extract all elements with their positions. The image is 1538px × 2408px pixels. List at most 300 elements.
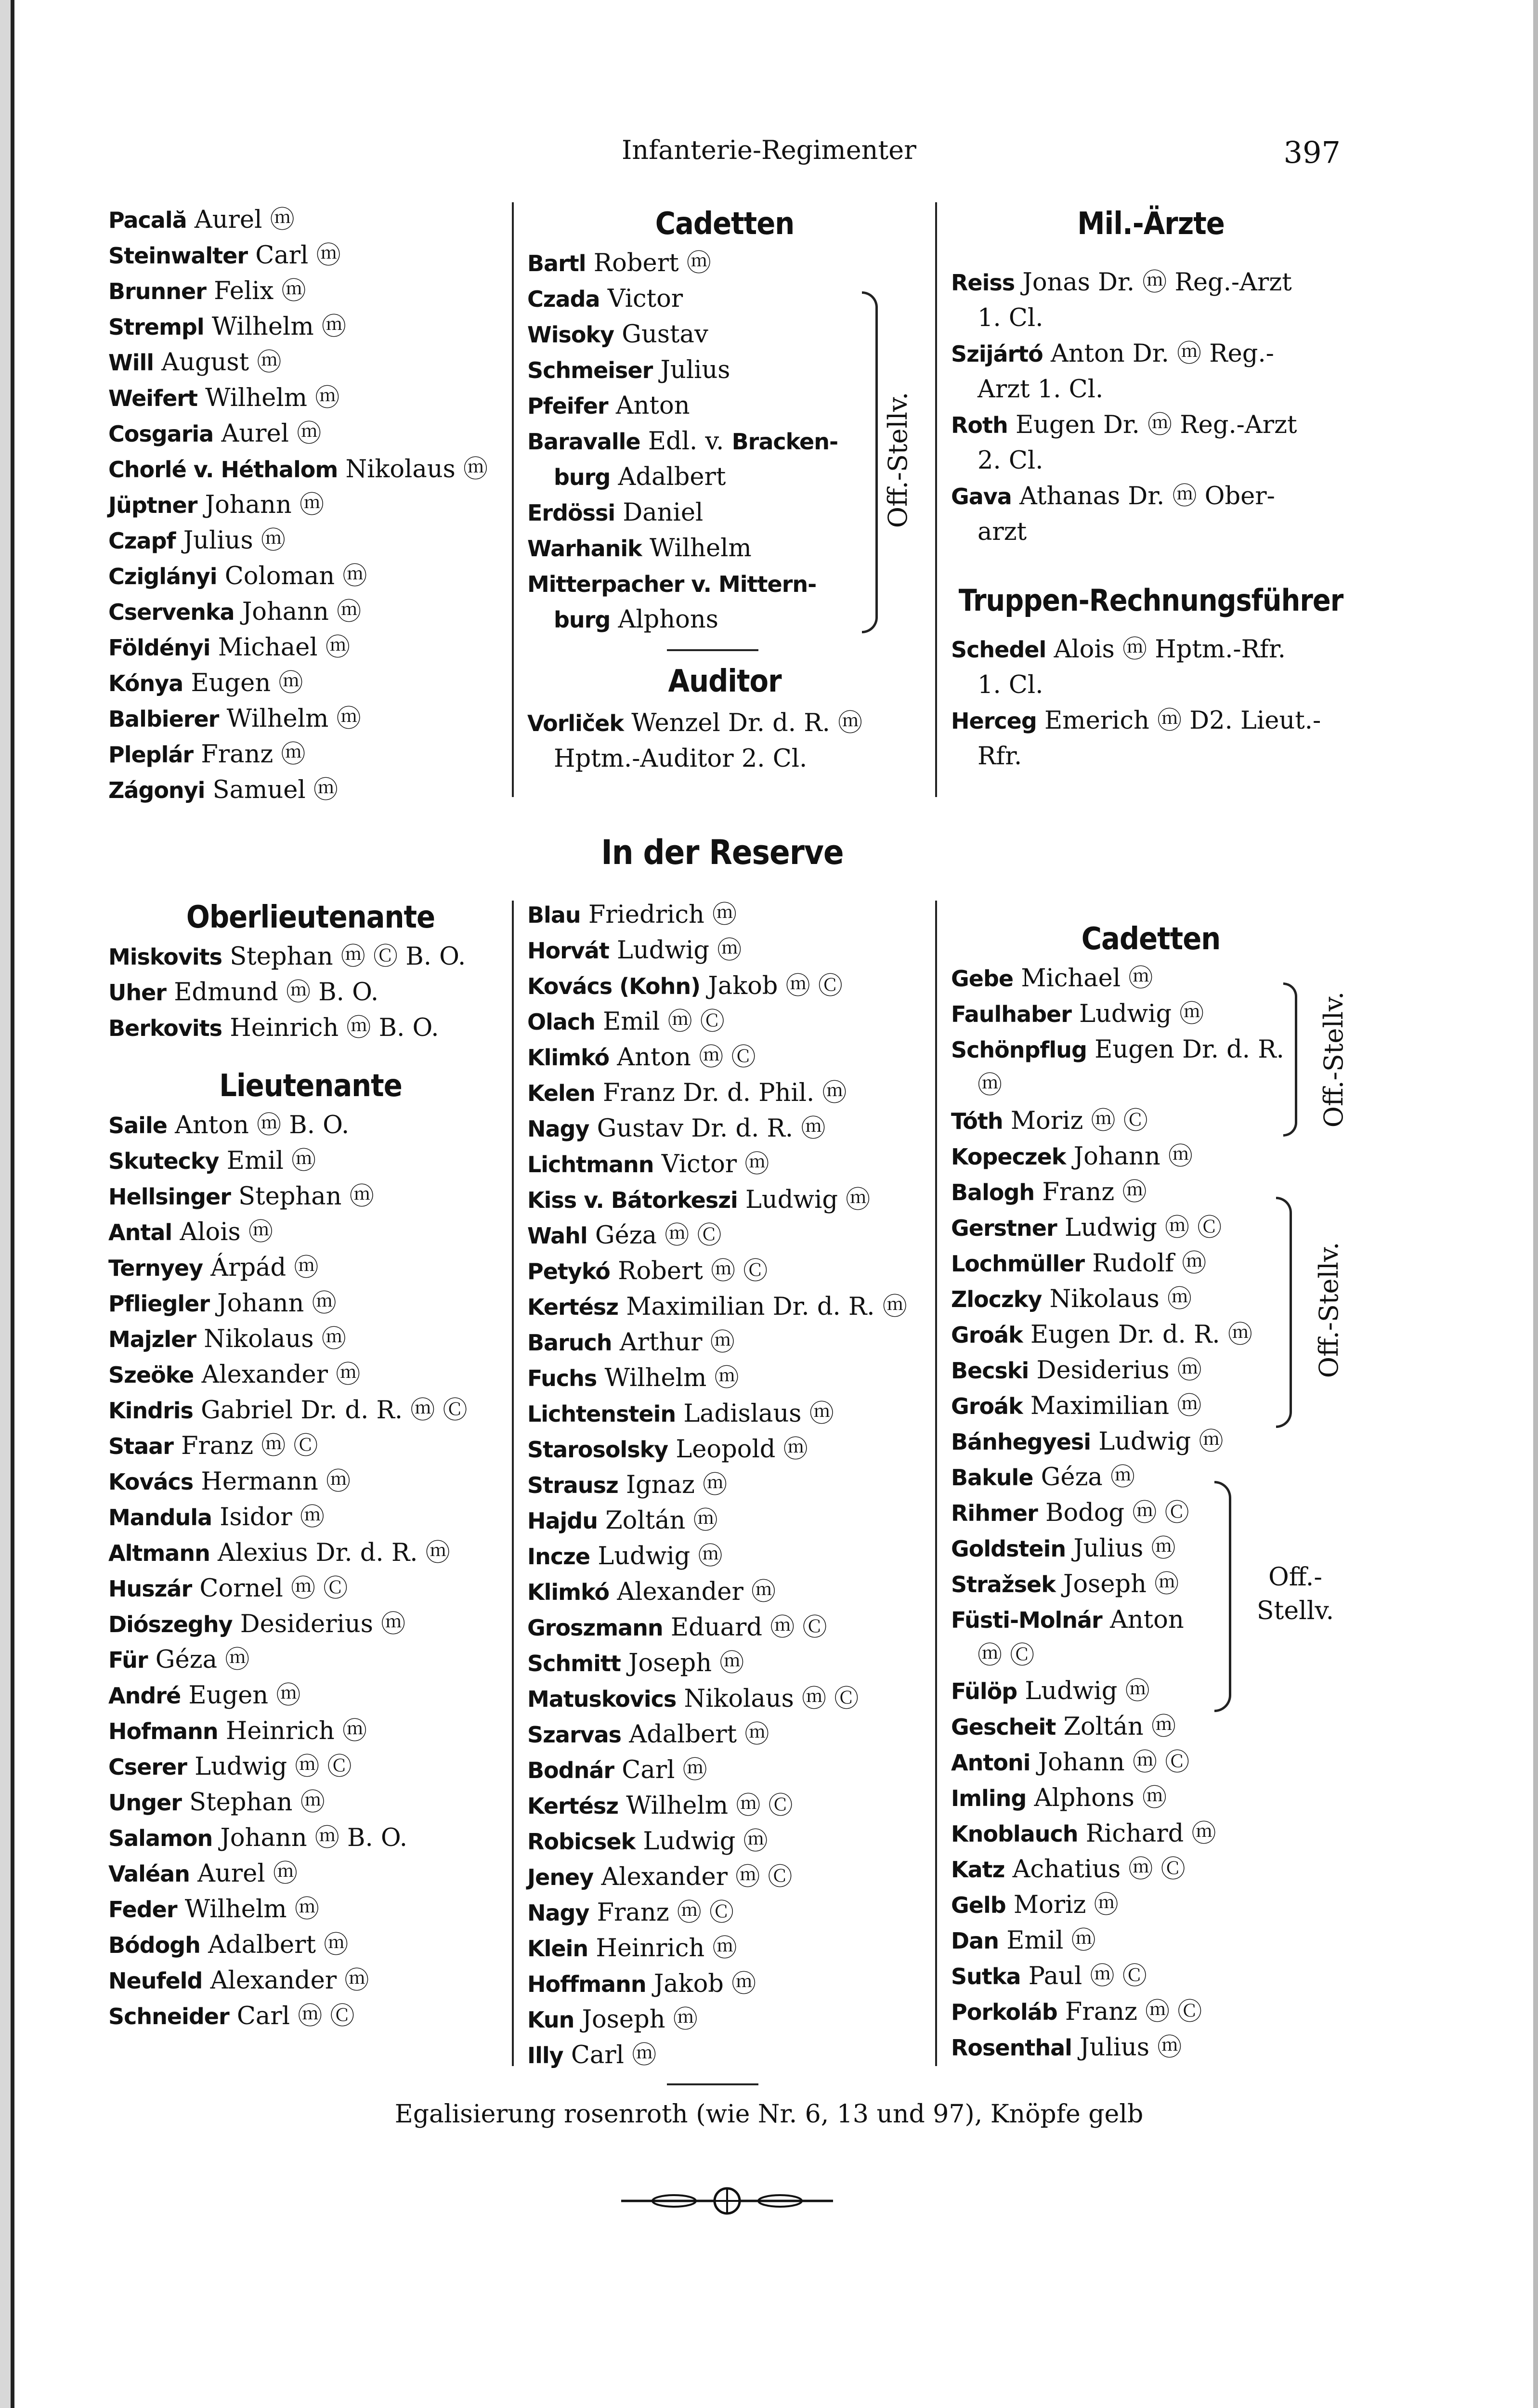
section-heading-reserve: In der Reserve [601, 833, 844, 872]
entry-surname: Groszmann [527, 1615, 663, 1641]
list-item [527, 2038, 927, 2073]
entry-details: Gustav Dr. d. R. ⓜ [597, 1114, 826, 1143]
entry-surname: Kiss v. Bátorkeszi [527, 1187, 738, 1213]
brace [1283, 982, 1297, 1137]
list-item [527, 1289, 927, 1325]
entry-surname: Klein [527, 1936, 588, 1962]
entry-details: Heinrich ⓜ B. O. [230, 1014, 439, 1042]
list-item [108, 1963, 513, 1999]
entry-details: Edmund ⓜ B. O. [174, 978, 379, 1007]
list-item [527, 1895, 927, 1931]
list-item [527, 1788, 927, 1824]
entry-details: Maximilian ⓜ [1030, 1392, 1202, 1420]
entry-surname: Bánhegyesi [951, 1429, 1091, 1455]
brace-label-line: Off.- [1268, 1563, 1322, 1592]
entry-surname: André [108, 1683, 181, 1709]
entry-details: Aurel ⓜ [194, 206, 295, 234]
list-item [108, 202, 513, 238]
list-item [527, 1681, 927, 1717]
entry-surname: Zloczky [951, 1286, 1042, 1312]
entry-details: Ludwig ⓜ [745, 1186, 871, 1214]
list-item [108, 309, 513, 345]
entry-details: Adalbert [618, 463, 726, 491]
entry-surname: Kónya [108, 670, 183, 696]
list-item [108, 523, 513, 559]
list-item [527, 1040, 927, 1075]
entry-details: Rfr. [978, 742, 1022, 771]
list-item [108, 416, 513, 452]
entry-surname: Klimkó [527, 1045, 610, 1071]
oberlieutenante-list [108, 939, 513, 1046]
entry-surname: Weifert [108, 385, 197, 411]
entry-surname: Cservenka [108, 599, 235, 625]
entry-details: Nikolaus ⓜ [345, 455, 488, 484]
entry-surname: Pfeifer [527, 393, 608, 419]
list-item [951, 265, 1351, 301]
list-item [527, 1432, 927, 1467]
entry-details: Eugen Dr. d. R. [1095, 1035, 1284, 1064]
entry-surname: Kopeczek [951, 1144, 1066, 1170]
entry-details: Johann ⓜ [242, 598, 362, 626]
entry-details: Ludwig ⓜ Ⓒ [1064, 1214, 1222, 1242]
list-item [527, 1075, 927, 1111]
entry-details: Friedrich ⓜ [588, 901, 737, 929]
entry-details: Alois ⓜ Hptm.-Rfr. [1054, 635, 1286, 664]
entry-surname: Antoni [951, 1750, 1030, 1776]
entry-surname: Fülöp [951, 1678, 1017, 1704]
list-item [527, 2002, 927, 2038]
list-item [108, 939, 513, 975]
entry-surname: Strausz [527, 1472, 618, 1498]
entry-details: Leopold ⓜ [676, 1435, 808, 1464]
entry-details: Géza ⓜ Ⓒ [595, 1221, 722, 1250]
entry-surname: Warhanik [527, 536, 642, 562]
list-item [951, 1959, 1351, 1994]
entry-surname: Zágonyi [108, 777, 205, 803]
lieutenante-list [108, 1108, 513, 2034]
entry-surname: Kertész [527, 1294, 619, 1320]
entry-details: Wilhelm ⓜ [211, 313, 346, 341]
entry-surname: Chorlé v. Héthalom [108, 457, 338, 483]
mil-aerzte-list [951, 265, 1351, 550]
entry-details: Ludwig ⓜ [598, 1542, 723, 1570]
entry-surname: Salamon [108, 1825, 213, 1851]
entry-surname: Wahl [527, 1223, 587, 1249]
list-item [951, 1175, 1351, 1210]
section-heading-mil-aerzte: Mil.-Ärzte [1077, 206, 1225, 242]
list-item [108, 1322, 513, 1357]
entry-surname: burg [554, 607, 611, 633]
entry-details: Carl ⓜ Ⓒ [236, 2002, 355, 2030]
list-item [108, 1571, 513, 1607]
entry-details: Victor [607, 285, 683, 313]
list-item [951, 632, 1351, 667]
entry-details: Hermann ⓜ [201, 1467, 351, 1496]
entry-surname: Schmeiser [527, 357, 653, 383]
section-heading-oberlieutenante: Oberlieutenante [186, 900, 435, 935]
section-heading-cadetten: Cadetten [655, 206, 795, 242]
entry-surname: Neufeld [108, 1968, 203, 1994]
entry-details: Moriz ⓜ Ⓒ [1010, 1107, 1148, 1135]
entry-details: Stephan ⓜ Ⓒ B. O. [230, 942, 466, 971]
list-item [108, 1010, 513, 1046]
list-item [108, 666, 513, 701]
entry-surname: Bartl [527, 250, 586, 276]
list-item [527, 1931, 927, 1966]
entry-surname: Nagy [527, 1900, 589, 1926]
entry-surname: Tóth [951, 1108, 1003, 1134]
entry-details: Alexander ⓜ Ⓒ [601, 1863, 793, 1891]
entry-details: Zoltán ⓜ [1063, 1713, 1176, 1741]
entry-details: Carl ⓜ [255, 241, 341, 270]
entry-details: Eugen ⓜ [188, 1681, 301, 1710]
list-item [108, 1357, 513, 1393]
list-item [951, 1994, 1351, 2030]
list-item [527, 1574, 927, 1610]
entry-details: Victor ⓜ [661, 1150, 769, 1178]
column-divider [935, 901, 937, 2066]
list-item [951, 301, 1351, 336]
active-column-1 [108, 202, 513, 808]
running-header: Infanterie-Regimenter [622, 135, 916, 165]
entry-surname: Cosgaria [108, 421, 214, 447]
list-item [527, 1361, 927, 1396]
list-item [108, 1108, 513, 1143]
entry-details: Joseph ⓜ [582, 2005, 698, 2034]
entry-surname: Skutecky [108, 1148, 219, 1174]
list-item [108, 594, 513, 630]
column-divider [512, 901, 514, 2066]
entry-surname: Feder [108, 1897, 177, 1923]
entry-details: Joseph ⓜ [628, 1649, 744, 1677]
list-item [108, 1678, 513, 1714]
entry-details: Árpád ⓜ [210, 1254, 319, 1282]
reserve-officers-list [527, 897, 927, 2073]
entry-surname: Gescheit [951, 1714, 1056, 1740]
entry-details: Anton [1109, 1606, 1184, 1634]
entry-details: ⓜ [978, 1071, 1003, 1099]
entry-surname: Schedel [951, 637, 1046, 663]
entry-surname: Gelb [951, 1892, 1006, 1918]
list-item [108, 1749, 513, 1785]
entry-surname: Klimkó [527, 1579, 610, 1605]
entry-details: arzt [978, 518, 1027, 546]
list-item [108, 380, 513, 416]
entry-surname: Blau [527, 902, 581, 928]
entry-details: Gustav [622, 320, 708, 349]
entry-details: Heinrich ⓜ [225, 1717, 367, 1745]
list-item [951, 2030, 1351, 2066]
scan-right-edge [1533, 0, 1538, 2408]
entry-details: Anton Dr. ⓜ Reg.- [1050, 340, 1274, 368]
entry-surname: Herceg [951, 708, 1037, 734]
entry-details: Julius ⓜ [1073, 1534, 1176, 1563]
brace-label: Off.-Stellv. [1314, 1242, 1344, 1378]
list-item [108, 1820, 513, 1856]
list-item [527, 1859, 927, 1895]
entry-details: Bodog ⓜ Ⓒ [1045, 1499, 1189, 1527]
list-item [108, 1714, 513, 1749]
entry-details: 1. Cl. [978, 671, 1043, 699]
entry-details: Isidor ⓜ [220, 1503, 325, 1531]
entry-surname-continued: Bracken- [731, 429, 838, 455]
entry-details: Robert ⓜ Ⓒ [618, 1257, 768, 1285]
entry-details: Arthur ⓜ [619, 1328, 735, 1357]
entry-details: Eugen ⓜ [191, 669, 303, 697]
entry-surname: Mitterpacher v. Mittern- [527, 571, 817, 597]
entry-surname: Szarvas [527, 1722, 622, 1748]
entry-surname: Nagy [527, 1116, 589, 1142]
list-item [108, 1286, 513, 1322]
list-item [108, 1642, 513, 1678]
list-item [951, 1923, 1351, 1959]
entry-details: Gabriel Dr. d. R. ⓜ Ⓒ [201, 1396, 468, 1425]
list-item [527, 1503, 927, 1539]
list-item [951, 667, 1351, 703]
entry-surname: Für [108, 1647, 148, 1673]
entry-surname: Cserer [108, 1754, 187, 1780]
entry-surname: Fuchs [527, 1365, 597, 1391]
list-item [108, 1927, 513, 1963]
list-item [527, 1717, 927, 1753]
entry-details: Stephan ⓜ [189, 1788, 325, 1817]
list-item [951, 1424, 1351, 1460]
entry-details: Zoltán ⓜ [605, 1506, 718, 1535]
entry-surname: Petykó [527, 1258, 610, 1284]
entry-details: Robert ⓜ [593, 249, 711, 277]
list-item [527, 1753, 927, 1788]
brace-label: Off.-Stellv. [883, 392, 913, 528]
list-item [527, 1254, 927, 1289]
entry-surname: burg [554, 464, 611, 490]
entry-surname: Erdössi [527, 500, 615, 526]
entry-surname: Ternyey [108, 1255, 203, 1281]
entry-surname: Pfliegler [108, 1291, 210, 1317]
column-divider [512, 202, 514, 797]
entry-surname: Schönpflug [951, 1037, 1087, 1063]
entry-details: Anton ⓜ B. O. [175, 1111, 350, 1139]
entry-details: Alphons ⓜ [1034, 1784, 1167, 1812]
entry-details: 1. Cl. [978, 304, 1043, 332]
entry-details: Julius ⓜ [183, 526, 286, 555]
entry-details: Aurel ⓜ [197, 1859, 298, 1888]
entry-surname: Valéan [108, 1861, 190, 1887]
list-item [951, 1709, 1351, 1745]
entry-details: Wilhelm [649, 534, 752, 563]
entry-surname: Reiss [951, 270, 1015, 296]
brace [862, 291, 878, 633]
section-rule [667, 2083, 758, 2085]
entry-surname: Kovács [108, 1469, 194, 1495]
list-item [951, 739, 1351, 774]
list-item [108, 1179, 513, 1215]
entry-details: Emil ⓜ Ⓒ [603, 1008, 725, 1036]
entry-surname: Goldstein [951, 1536, 1066, 1562]
entry-surname: Pacală [108, 207, 187, 233]
entry-surname: Groák [951, 1322, 1023, 1348]
entry-surname: Becski [951, 1358, 1029, 1384]
entry-details: Wenzel Dr. d. R. ⓜ [631, 709, 863, 737]
entry-details: Jakob ⓜ Ⓒ [708, 972, 843, 1000]
entry-details: Wilhelm ⓜ [604, 1364, 739, 1392]
auditor-entry [527, 706, 922, 777]
entry-details: Franz ⓜ Ⓒ [181, 1432, 318, 1460]
entry-details: Rudolf ⓜ [1092, 1249, 1207, 1278]
entry-surname: Illy [527, 2042, 563, 2068]
entry-details: Franz ⓜ [201, 740, 306, 769]
list-item [527, 1147, 927, 1182]
entry-surname: Knoblauch [951, 1821, 1078, 1847]
list-item [108, 1464, 513, 1500]
reserve-column-1 [108, 896, 513, 2034]
footnote: Egalisierung rosenroth (wie Nr. 6, 13 und 97), Knöpfe gelb [394, 2100, 1144, 2129]
entry-details: Ludwig ⓜ [1098, 1427, 1224, 1456]
entry-details: Aurel ⓜ [221, 419, 322, 448]
entry-surname: Kovács (Kohn) [527, 973, 701, 999]
list-item [108, 701, 513, 737]
entry-surname: Bódogh [108, 1932, 200, 1958]
list-item [951, 372, 1351, 407]
entry-surname: Huszár [108, 1576, 192, 1602]
list-item [108, 487, 513, 523]
entry-surname: Saile [108, 1112, 167, 1139]
entry-details: Adalbert ⓜ [208, 1931, 349, 1959]
list-item [108, 1607, 513, 1642]
entry-details: Franz ⓜ Ⓒ [597, 1898, 734, 1927]
list-item [527, 1182, 927, 1218]
entry-surname: Lichtenstein [527, 1401, 676, 1427]
entry-details: Moriz ⓜ [1013, 1891, 1119, 1919]
entry-surname: Földényi [108, 635, 210, 661]
entry-details: Alexander ⓜ [201, 1361, 361, 1389]
entry-surname: Szijártó [951, 341, 1043, 367]
entry-surname: Jeney [527, 1864, 594, 1890]
entry-details: Carl ⓜ [622, 1756, 707, 1784]
scan-left-edge [0, 0, 11, 2408]
entry-details: Felix ⓜ [214, 277, 306, 305]
entry-surname: Balogh [951, 1179, 1035, 1205]
entry-details: Johann ⓜ B. O. [220, 1824, 407, 1852]
entry-surname: Hellsinger [108, 1184, 231, 1210]
entry-surname: Starosolsky [527, 1437, 668, 1463]
entry-details: Michael ⓜ [218, 633, 350, 662]
entry-surname: Sutka [951, 1963, 1021, 1989]
entry-details: Anton ⓜ Ⓒ [617, 1043, 756, 1072]
entry-details: Athanas Dr. ⓜ Ober- [1019, 482, 1275, 510]
entry-surname: Miskovits [108, 944, 222, 970]
entry-details: Alexander ⓜ [210, 1966, 369, 1995]
section-heading-lieutenante: Lieutenante [219, 1068, 402, 1104]
entry-details: ⓜ Ⓒ [978, 1641, 1035, 1670]
entry-surname: Gebe [951, 966, 1014, 992]
entry-surname: Mandula [108, 1505, 212, 1531]
entry-details: Samuel ⓜ [212, 776, 338, 804]
entry-surname: Kelen [527, 1080, 595, 1106]
ornament-divider [621, 2182, 833, 2220]
entry-surname: Faulhaber [951, 1001, 1071, 1027]
list-item [951, 1852, 1351, 1887]
entry-surname: Kun [527, 2007, 574, 2033]
list-item [527, 1218, 927, 1254]
entry-surname: Gava [951, 484, 1012, 510]
entry-surname: Stražsek [951, 1571, 1056, 1597]
entry-surname: Katz [951, 1857, 1005, 1883]
entry-details: Adalbert ⓜ [629, 1720, 769, 1749]
list-item [951, 1674, 1351, 1709]
entry-details: Jakob ⓜ [653, 1970, 756, 1998]
brace [1276, 1197, 1292, 1428]
entry-surname: Baruch [527, 1330, 612, 1356]
list-item [108, 1892, 513, 1927]
brace-label-line: Stellv. [1256, 1597, 1334, 1625]
entry-surname: Gerstner [951, 1215, 1057, 1241]
section-rule [667, 649, 758, 651]
entry-details: Emerich ⓜ D2. Lieut.- [1044, 707, 1321, 735]
entry-surname: Will [108, 350, 154, 376]
entry-details: Ludwig ⓜ [617, 936, 742, 965]
truppen-list [951, 632, 1351, 774]
entry-surname: Uher [108, 980, 166, 1006]
list-item [951, 336, 1351, 372]
entry-details: Ludwig ⓜ Ⓒ [195, 1753, 352, 1781]
entry-details: Ladislaus ⓜ [683, 1400, 834, 1428]
entry-surname: Strempl [108, 314, 204, 340]
list-item [108, 772, 513, 808]
entry-details: Heinrich ⓜ [596, 1934, 737, 1963]
entry-details: Ludwig ⓜ [1025, 1677, 1150, 1705]
entry-details: Wilhelm ⓜ [226, 705, 361, 733]
entry-details: Emil ⓜ [226, 1147, 316, 1175]
entry-surname: Diószeghy [108, 1611, 233, 1637]
list-item [108, 452, 513, 487]
entry-details: Coloman ⓜ [224, 562, 367, 590]
entry-details: Julius ⓜ [1080, 2033, 1182, 2062]
list-item [951, 1638, 1351, 1674]
list-item [527, 968, 927, 1004]
entry-surname: Kertész [527, 1793, 619, 1819]
entry-surname: Hoffmann [527, 1971, 646, 1997]
entry-details: Alois ⓜ [180, 1218, 273, 1246]
entry-details: Wilhelm ⓜ [184, 1895, 319, 1924]
entry-details: Jonas Dr. ⓜ Reg.-Arzt [1022, 268, 1292, 297]
entry-surname: Steinwalter [108, 243, 248, 269]
list-item [527, 933, 927, 968]
entry-surname: Szeöke [108, 1362, 194, 1388]
entry-details: Johann ⓜ Ⓒ [1038, 1748, 1190, 1777]
entry-surname: Berkovits [108, 1015, 222, 1041]
entry-details: Johann ⓜ [1073, 1142, 1193, 1171]
entry-surname: Horvát [527, 938, 609, 964]
brace [1214, 1481, 1231, 1712]
list-item [527, 1539, 927, 1574]
entry-details: Eugen Dr. d. R. ⓜ [1030, 1321, 1252, 1349]
entry-surname: Kindris [108, 1398, 193, 1424]
entry-details: Joseph ⓜ [1063, 1570, 1179, 1598]
entry-details: Franz ⓜ Ⓒ [1065, 1998, 1202, 2026]
entry-details: Johann ⓜ [205, 491, 324, 519]
entry-surname: Olach [527, 1009, 595, 1035]
brace-label [1240, 1560, 1351, 1628]
entry-details: Desiderius ⓜ [240, 1610, 406, 1638]
entry-details: Michael ⓜ [1021, 964, 1153, 993]
entry-surname: Porkoláb [951, 1999, 1057, 2025]
list-item [527, 1824, 927, 1859]
entry-surname: Matuskovics [527, 1686, 677, 1712]
list-item [951, 443, 1351, 479]
section-heading-auditor: Auditor [668, 664, 782, 699]
entry-surname: Roth [951, 412, 1008, 438]
entry-surname: Groák [951, 1393, 1023, 1419]
